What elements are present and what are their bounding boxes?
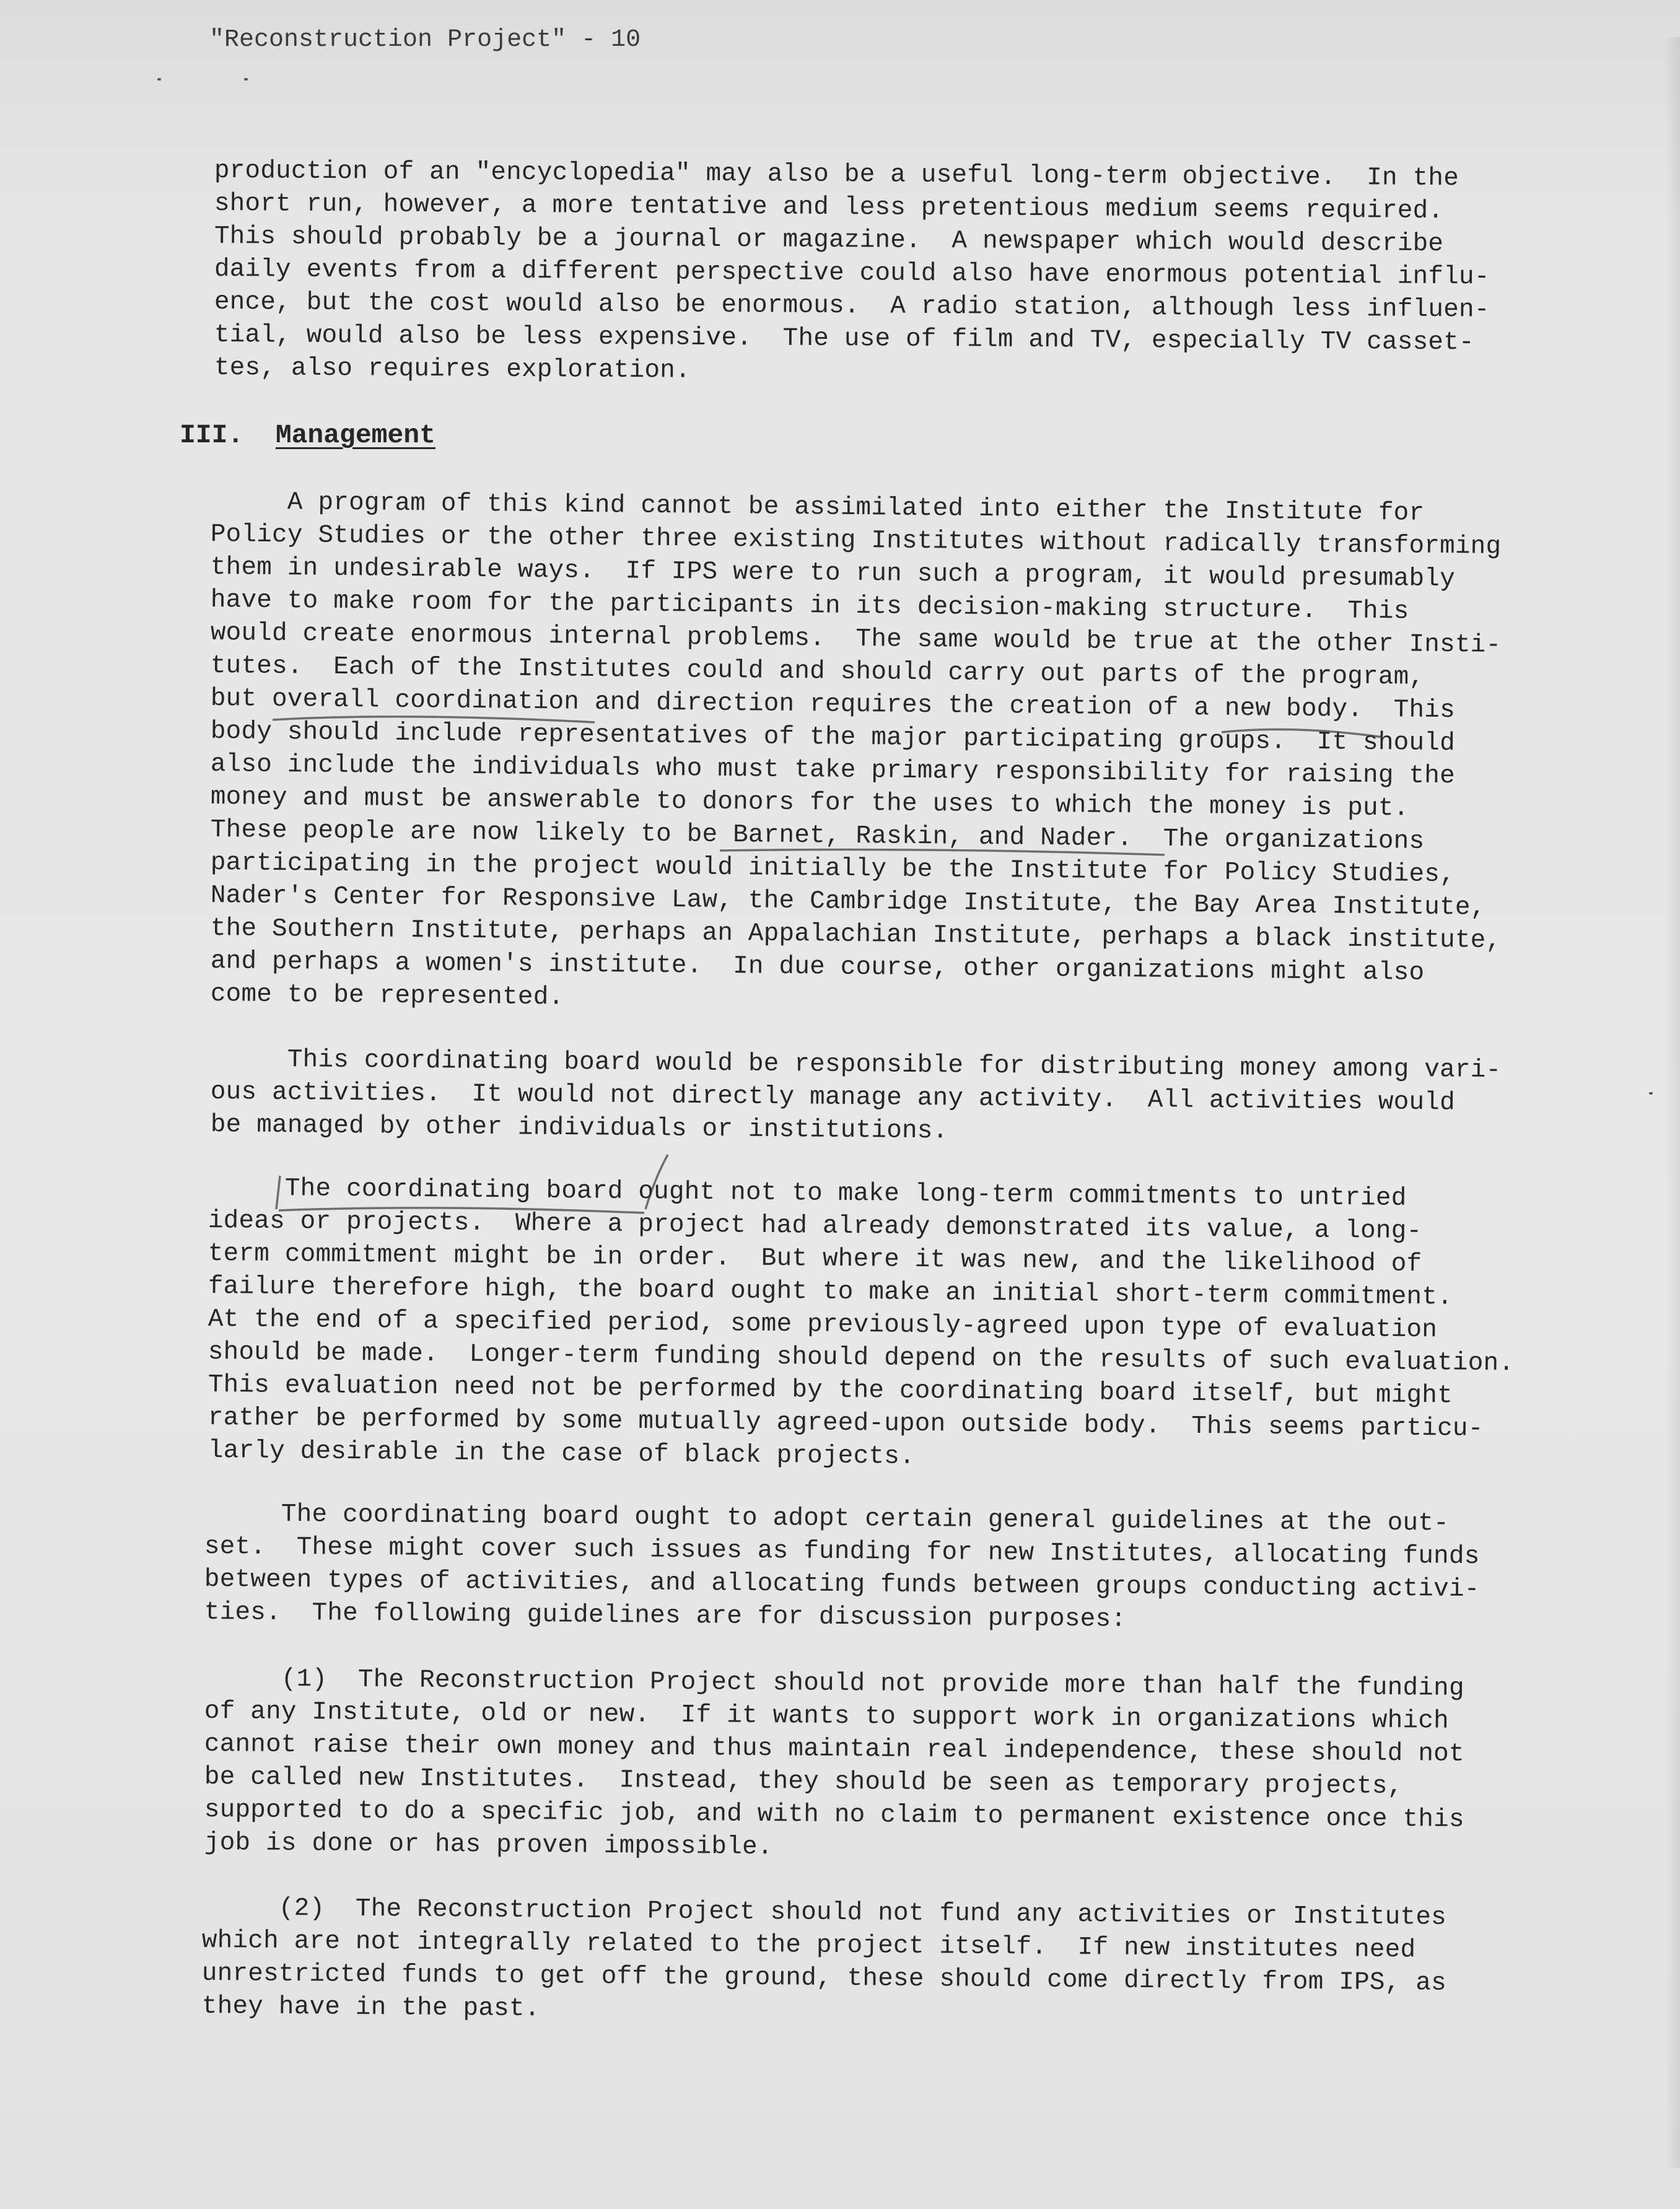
text-line: which are not integrally related to the project itself. If new institutes need <box>201 1927 1416 1965</box>
text-line: also include the individuals who must take primary responsibility for raising the <box>210 750 1456 791</box>
text-line: would create enormous internal problems. The same would be true at the other Insti- <box>210 619 1502 660</box>
text-line: tes, also requires exploration. <box>214 354 691 385</box>
text-line: production of an "encyclopedia" may also be a useful long-term objective. In the <box>214 157 1459 193</box>
text-line: ous activities. It would not directly manage any activity. All activities would <box>210 1078 1456 1118</box>
text-line: ideas or projects. Where a project had already demonstrated its value, a long- <box>208 1207 1422 1246</box>
text-line: should be made. Longer-term funding should depend on the results of such evaluation. <box>208 1338 1515 1378</box>
text-line: ties. The following guidelines are for discussion purposes: <box>204 1598 1127 1634</box>
text-line: Nader's Center for Responsive Law, the Cambridge Institute, the Bay Area Institute, <box>210 881 1486 922</box>
text-line: A program of this kind cannot be assimilated into either the Institute for <box>210 488 1425 528</box>
text-line: cannot raise their own money and thus maintain real independence, these should not <box>204 1730 1464 1769</box>
text-line: job is done or has proven impossible. <box>204 1829 773 1862</box>
text-line: between types of activities, and allocating funds between groups conducting activi- <box>204 1565 1480 1604</box>
text-line: tutes. Each of the Institutes could and should carry out parts of the program, <box>210 652 1425 692</box>
text-line: but overall coordination and direction requires the creation of a new body. This <box>210 685 1456 725</box>
pen-underline-coordinating-board <box>279 1208 644 1213</box>
pen-underline-overall-coordination <box>273 717 595 722</box>
text-line: them in undesirable ways. If IPS were to run such a program, it would presumably <box>210 553 1456 594</box>
text-line: they have in the past. <box>201 1992 540 2024</box>
text-line: This coordinating board would be responsible for distributing money among vari- <box>210 1045 1502 1085</box>
pen-underline-names <box>720 850 1165 855</box>
text-line: The coordinating board ought to adopt certain general guidelines at the out- <box>204 1500 1450 1538</box>
section-title: Management <box>275 420 435 450</box>
text-line: Policy Studies or the other three existing Institutes without radically transforming <box>210 520 1502 561</box>
text-line: At the end of a specified period, some previously-agreed upon type of evaluation <box>208 1305 1438 1345</box>
text-line: ence, but the cost would also be enormous. A radio station, although less influen- <box>214 288 1490 325</box>
text-line: failure therefore high, the board ought to make an initial short-term commitment. <box>208 1272 1453 1312</box>
text-line: unrestricted funds to get off the ground, these should come directly from IPS, as <box>201 1959 1447 1998</box>
text-line: (1) The Reconstruction Project should not provide more than half the funding <box>204 1664 1464 1703</box>
text-line: body should include representatives of the major participating groups. It should <box>210 717 1456 758</box>
text-line: The coordinating board ought not to make long-term commitments to untried <box>208 1174 1407 1213</box>
text-line: tial, would also be less expensive. The use of film and TV, especially TV casset- <box>214 321 1474 357</box>
pen-underline-new-body <box>1222 730 1383 738</box>
section-number: III. <box>180 420 244 450</box>
page-header: "Reconstruction Project" - 10 <box>209 26 641 54</box>
text-line: have to make room for the participants in its decision-making structure. This <box>210 586 1409 626</box>
text-line: money and must be answerable to donors for the uses to which the money is put. <box>210 783 1409 823</box>
text-line: set. These might cover such issues as funding for new Institutes, allocating funds <box>204 1533 1480 1572</box>
text-line: (2) The Reconstruction Project should not fund any activities or Institutes <box>201 1894 1447 1932</box>
text-line: and perhaps a women's institute. In due course, other organizations might also <box>210 947 1425 987</box>
text-line: participating in the project would initially be the Institute for Policy Studies, <box>210 849 1456 890</box>
pen-bracket-left <box>276 1176 280 1209</box>
text-line: These people are now likely to be Barnet, Raskin, and Nader. The organizations <box>210 816 1425 856</box>
text-line: short run, however, a more tentative and less pretentious medium seems required. <box>214 190 1444 226</box>
pen-bracket-right <box>645 1155 668 1209</box>
text-line: of any Institute, old or new. If it wants to support work in organizations which <box>204 1697 1450 1736</box>
text-line: the Southern Institute, perhaps an Appalachian Institute, perhaps a black institute, <box>210 914 1502 955</box>
text-line: come to be represented. <box>210 980 564 1012</box>
text-line: rather be performed by some mutually agreed-upon outside body. This seems particu- <box>208 1404 1484 1443</box>
text-line: larly desirable in the case of black projects. <box>208 1437 915 1471</box>
text-line: term commitment might be in order. But where it was new, and the likelihood of <box>208 1240 1422 1279</box>
text-line: be called new Institutes. Instead, they should be seen as temporary projects, <box>204 1763 1403 1801</box>
text-line: This should probably be a journal or magazine. A newspaper which would describe <box>214 222 1444 259</box>
text-line: supported to do a specific job, and with no claim to permanent existence once this <box>204 1796 1464 1834</box>
text-line: daily events from a different perspective could also have enormous potential influ- <box>214 255 1490 292</box>
text-line: be managed by other individuals or institutions. <box>210 1111 948 1146</box>
text-line: This evaluation need not be performed by the coordinating board itself, but might <box>208 1371 1453 1411</box>
